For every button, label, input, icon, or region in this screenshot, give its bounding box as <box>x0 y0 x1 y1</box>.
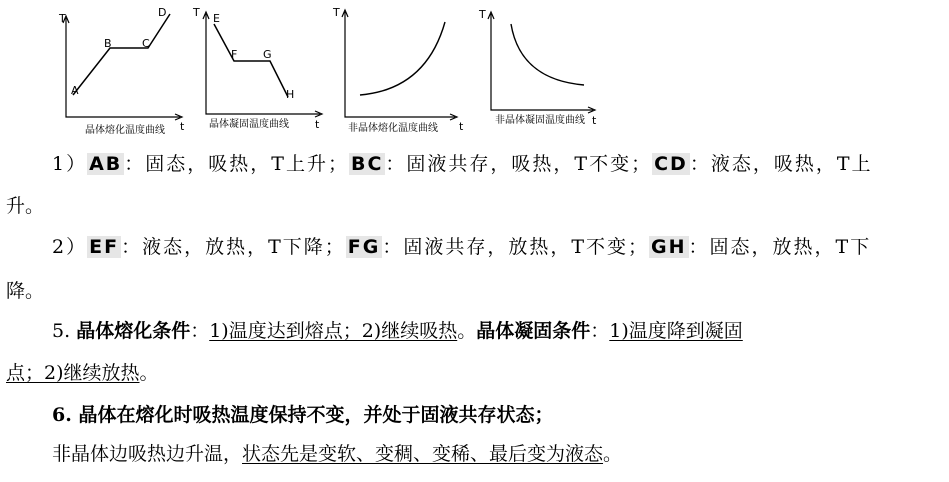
graph2-axes <box>206 14 320 114</box>
graph1-y-label: T <box>59 12 66 25</box>
gh-description: ：固态，放热，T下 <box>688 236 872 258</box>
solidify-conditions-title: 晶体凝固条件 <box>476 320 591 342</box>
graph3-y-label: T <box>333 6 340 19</box>
graph4-caption: 非晶体凝固温度曲线 <box>495 115 585 126</box>
amorphous-lead: 非晶体边吸热边升温， <box>52 443 243 465</box>
graph4-x-label: t <box>592 114 597 127</box>
label-fg: FG <box>347 236 381 258</box>
label-cd: CD <box>654 153 688 175</box>
item1-line <box>52 152 949 176</box>
graph2-x-label: t <box>315 118 320 131</box>
graph3-x-label: t <box>459 120 464 133</box>
melt-conditions: 1)温度达到熔点；2)继续吸热 <box>209 320 458 342</box>
graph4-curve <box>511 24 584 85</box>
item1-continuation: 升。 <box>6 195 45 217</box>
label-gh: GH <box>651 236 687 258</box>
ef-description: ：液态，放热，T下降； <box>121 236 346 258</box>
graph4-axes <box>491 14 593 110</box>
label-ef: EF <box>89 236 120 258</box>
solidify-conditions-part2: 点；2)继续放热 <box>6 362 140 384</box>
amorphous-end: 。 <box>603 443 623 465</box>
label-bc: BC <box>350 153 384 175</box>
item1-prefix: 1） <box>52 153 88 175</box>
graph2-y-label: T <box>193 6 200 19</box>
ab-description: ：固态，吸热，T上升； <box>124 153 349 175</box>
graph4-y-label: T <box>479 8 486 21</box>
graph2-caption: 晶体凝固温度曲线 <box>209 119 289 130</box>
item5-colon-2: ： <box>590 320 610 342</box>
item6-text: 晶体在熔化时吸热温度保持不变，并处于固液共存状态； <box>78 404 554 426</box>
graph2-point-g: G <box>263 48 272 61</box>
item6-number: 6. <box>52 404 72 426</box>
fg-description: ：固液共存，放热，T不变； <box>382 236 650 258</box>
graph2-point-f: F <box>231 48 238 61</box>
item5-continuation <box>6 361 949 385</box>
temperature-curve-figures <box>0 0 949 145</box>
melt-conditions-title: 晶体熔化条件 <box>76 320 191 342</box>
graph3-caption: 非晶体熔化温度曲线 <box>348 123 438 134</box>
graph2-point-h: H <box>286 88 295 101</box>
label-ab: AB <box>89 153 123 175</box>
graph1-curve <box>73 14 170 95</box>
solidify-conditions-part1: 1)温度降到凝固 <box>609 320 743 342</box>
graph3-axes <box>345 12 455 117</box>
graph3-curve <box>360 22 445 95</box>
graph1-caption: 晶体熔化温度曲线 <box>85 125 165 136</box>
item6-line <box>52 403 949 427</box>
graph1-point-d: D <box>158 6 167 19</box>
graph1-point-b: B <box>104 37 112 50</box>
graph2-curve <box>214 24 288 97</box>
amorphous-state-change: 状态先是变软、变稠、变稀、最后变为液态 <box>242 443 604 465</box>
item5-period: 。 <box>457 320 477 342</box>
amorphous-line <box>52 442 949 466</box>
item2-continuation: 降。 <box>6 280 45 302</box>
graph1-axes <box>66 18 180 117</box>
item2-prefix: 2） <box>52 236 88 258</box>
bc-description: ：固液共存，吸热，T不变； <box>385 153 653 175</box>
item2-line <box>52 235 949 259</box>
item5-colon-1: ： <box>190 320 210 342</box>
cd-description: ：液态，吸热，T上 <box>689 153 873 175</box>
graph1-point-c: C <box>142 37 150 50</box>
graph1-point-a: A <box>71 84 79 97</box>
curves-svg <box>0 0 949 145</box>
item5-line <box>52 319 949 343</box>
item5-end: 。 <box>139 362 159 384</box>
graph2-point-e: E <box>213 12 220 25</box>
graph1-x-label: t <box>180 120 185 133</box>
item5-number: 5. <box>52 320 71 342</box>
